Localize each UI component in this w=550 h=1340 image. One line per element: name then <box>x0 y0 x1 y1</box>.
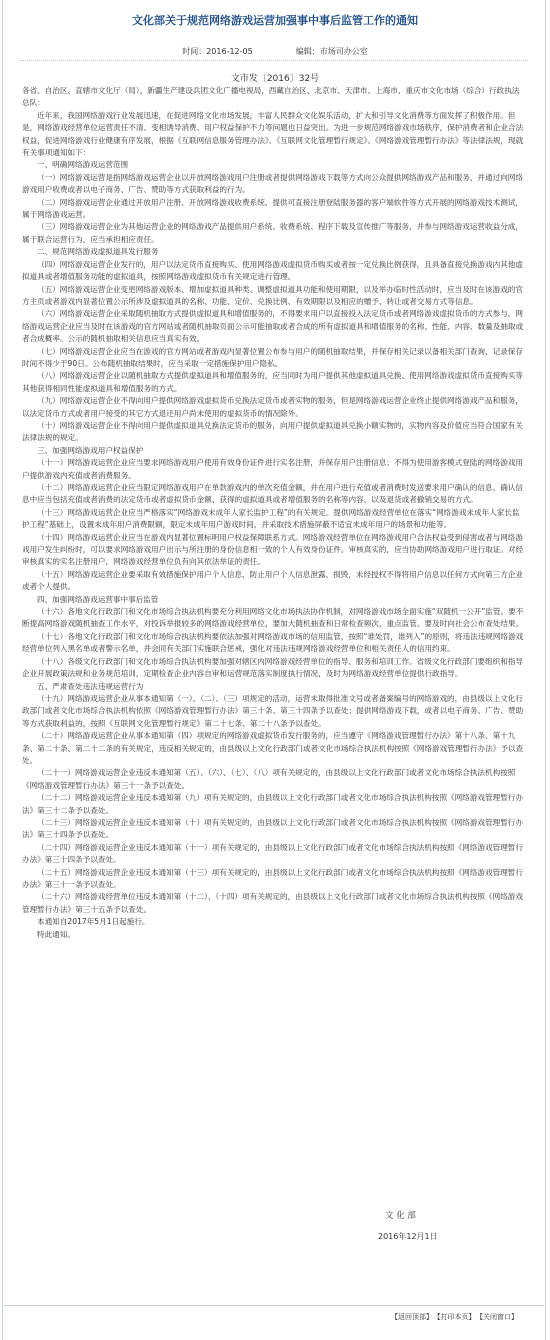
paragraph: （七）网络游戏运营企业应当在游戏的官方网站或者游戏内显著位置公布参与用户的随机抽取结果，并保存相关记录以备相关部门查询，记录保存时间不得少于90日。公布随机抽取结果时，应当采取一定措施保护用户隐私。 <box>22 346 523 368</box>
paragraph: 近年来，我国网络游戏行业发展迅速，在促进网络文化市场发展，丰富人民群众文化娱乐活动，扩大和引导文化消费等方面发挥了积极作用。但是，网络游戏经营单位运营责任不清、变相诱导消费、用户权益保护不力等问题也日益突出。为进一步规范网络游戏市场秩序，保护消费者和企业合法权益，促进网络游戏行业健康有序发展，根据《互联网信息服务管理办法》、《互联网文化管理暂行规定》、《网络游戏管理暂行办法》等法律法规，现就有关事项通知如下： <box>22 110 524 158</box>
document-number: 文市发〔2016〕32号 <box>230 74 320 84</box>
print-page-link[interactable]: 【打印本页】 <box>437 1313 476 1321</box>
paragraph: （二十六）网络游戏经营单位违反本通知第（十二）、（十四）项有关规定的，由县级以上文化行政部门或者文化市场综合执法机构按照《网络游戏管理暂行办法》第三十五条予以查处。 <box>22 892 523 914</box>
paragraph: （十三）网络游戏运营企业应当严格落实“网络游戏未成年人家长监护工程”的有关规定。提供网络游戏经营单位在落实“网络游戏未成年人家长监护工程”基础上，设置未成年用户消费限额，限定未成年用户游戏时间，并采取技术措施屏蔽不适宜未成年用户的场景和功能等。 <box>22 507 520 530</box>
paragraph: （十二）网络游戏运营企业应当限定网络游戏用户在单款游戏内的单次充值金额，并在用户进行充值或者消费时发送要求用户确认的信息。确认信息中应当包括充值或者消费的法定货币或者虚拟货币金额、获得的虚拟道具或者增值服务的名称等内容，以及退货或者撤销交易的方式。 <box>22 483 523 505</box>
meta-divider <box>20 60 528 61</box>
paragraph: 五、严肃查处违法违规运营行为 <box>37 681 144 691</box>
footer-actions <box>387 1312 518 1322</box>
paragraph: （十八）各级文化行政部门和文化市场综合执法机构要加强对辖区内网络游戏经营单位的指导、服务和培训工作。省级文化行政部门要组织和指导企业开展政策法规和业务规范培训，定期检查企业内容自审和运营规范落实制度执行情况，及时为网络游戏经营单位提供行政指导。 <box>22 656 523 679</box>
back-to-top-link[interactable]: 【返回顶部】 <box>391 1313 433 1321</box>
paragraph: （二十一）网络游戏运营企业违反本通知第（五）、（六）、（七）、（八）项有关规定的，由县级以上文化行政部门或者文化市场综合执法机构按照《网络游戏管理暂行办法》第三十一条予以查处。 <box>22 768 516 790</box>
paragraph: 一、明确网络游戏运营范围 <box>37 160 129 170</box>
paragraph: 本通知自2017年5月1日起施行。 <box>37 917 150 927</box>
signature: 文 化 部 <box>385 1211 416 1221</box>
paragraph: （十）网络游戏运营企业不得向用户提供虚拟道具兑换法定货币的服务，向用户提供虚拟道具兑换小额实物的，实物内容及价值应当符合国家有关法律法规的规定。 <box>22 420 523 443</box>
paragraph: 各省、自治区、直辖市文化厅（局），新疆生产建设兵团文化广播电视局，西藏自治区、北京市、天津市、上海市、重庆市文化市场（综合）行政执法总队： <box>22 86 520 108</box>
paragraph: （十一）网络游戏运营企业应当要求网络游戏用户使用有效身份证件进行实名注册，并保存用户注册信息；不得为使用游客模式登陆的网络游戏用户提供游戏内充值或者消费服务。 <box>22 458 523 480</box>
sign-date: 2016年12月1日 <box>378 1232 438 1241</box>
paragraph: （二十三）网络游戏运营企业违反本通知第（十）项有关规定的，由县级以上文化行政部门或者文化市场综合执法机构按照《网络游戏管理暂行办法》第三十四条予以查处。 <box>22 817 523 840</box>
paragraph: （十六）各地文化行政部门和文化市场综合执法机构要充分利用网络文化市场执法协作机制，对网络游戏市场全面实施“双随机一公开”监管。要不断提高网络游戏随机抽查工作水平，对投诉举报较多的网络游戏经营单位，要加大随机抽查和日常检查频次，重点监管。要及时向社会公布查处结果。 <box>22 607 524 629</box>
paragraph: （十九）网络游戏运营企业从事本通知第（一）、（二）、（三）项规定的活动，运营未取得批准文号或者备案编号的网络游戏的，由县级以上文化行政部门或者文化市场综合执法机构依照《网络游戏管理暂行办法》第三十条、第三十四条予以查处；提供网络游戏下载，或者以电子商务、广告、赞助等方式获取利益的，按照《互联网文化管理暂行规定》第二十七条、第二十八条予以查处。 <box>22 693 524 728</box>
paragraph: 四、加强网络游戏运营事中事后监管 <box>37 594 159 604</box>
paragraph: （二十二）网络游戏运营企业违反本通知第（九）项有关规定的，由县级以上文化行政部门或者文化市场综合执法机构按照《网络游戏管理暂行办法》第三十二条予以查处。 <box>22 793 523 815</box>
article-meta <box>0 46 550 57</box>
footer-divider <box>4 1305 544 1306</box>
paragraph: （二）网络游戏运营企业通过开放用户注册、开放网络游戏收费系统、提供可直接注册登陆服务器的客户端软件等方式开展的网络游戏技术测试，属于网络游戏运营。 <box>22 197 523 220</box>
paragraph: （六）网络游戏运营企业采取随机抽取方式提供虚拟道具和增值服务的，不得要求用户以直接投入法定货币或者网络游戏虚拟货币的方式参与。网络游戏运营企业应当及时在该游戏的官方网站或者随机抽取页面公示可能抽取或者合成的所有虚拟道具和增值服务的名称、性能、内容、数量及抽取或者合成概率。公示的随机抽取相关信息应当真实有效。 <box>22 309 524 344</box>
paragraph: （九）网络游戏运营企业不得向用户提供网络游戏虚拟货币兑换法定货币或者实物的服务，但是网络游戏运营企业终止提供网络游戏产品和服务，以法定货币方式或者用户接受的其它方式退还用户尚未使用的虚拟货币的情况除外。 <box>22 396 523 418</box>
paragraph: （十七）各地文化行政部门和文化市场综合执法机构要依法加强对网络游戏市场的信用监管，按照“谁处罚，谁列入”的原则，将违法违规网络游戏经营单位列入黑名单或者警示名单，并会同有关部门实施联合惩戒，强化对违法违规网络游戏经营单位和相关责任人的信用约束。 <box>22 631 524 654</box>
close-window-link[interactable]: 【关闭窗口】 <box>479 1313 518 1321</box>
editor-value: 市场司办公室 <box>319 47 368 56</box>
editor-label: 编辑： <box>295 47 320 56</box>
time-label: 时间： <box>182 47 207 56</box>
time-value: 2016-12-05 <box>206 47 253 56</box>
paragraph: （八）网络游戏运营企业以随机抽取方式提供虚拟道具和增值服务的，应当同时为用户提供其他虚拟道具兑换、使用网络游戏虚拟货币直接购买等其他获得相同性能虚拟道具和增值服务的方式。 <box>22 371 523 393</box>
paragraph: （十五）网络游戏运营企业要采取有效措施保护用户个人信息，防止用户个人信息泄露、损毁，未经授权不得将用户信息以任何方式向第三方企业或者个人提供。 <box>22 569 523 592</box>
paragraph: （五）网络游戏运营企业变更网络游戏版本、增加虚拟道具种类、调整虚拟道具功能和使用期限，以及举办临时性活动时，应当及时在该游戏的官方主页或者游戏内显著位置公示所涉及虚拟道具的名称、功能、定价、兑换比例、有效期限以及相应的赠予、转让或者交易方式等信息。 <box>22 284 523 306</box>
paragraph: （二十）网络游戏运营企业从事本通知第（四）项规定的网络游戏虚拟货币发行服务的，应当遵守《网络游戏管理暂行办法》第十八条、第十九条、第二十条、第二十二条的有关规定，违反相关规定的，由县级以上文化行政部门或者文化市场综合执法机构按照《网络游戏管理暂行办法》予以查处。 <box>22 731 524 765</box>
paragraph: （二十五）网络游戏运营企业违反本通知第（十三）项有关规定的，由县级以上文化行政部门或者文化市场综合执法机构按照《网络游戏管理暂行办法》第三十一条予以查处。 <box>22 867 523 889</box>
paragraph: 特此通知。 <box>37 929 75 939</box>
article-body <box>22 85 526 941</box>
paragraph: 二、规范网络游戏虚拟道具发行服务 <box>37 247 159 257</box>
paragraph: （三）网络游戏运营企业为其他运营企业的网络游戏产品提供用户系统、收费系统、程序下载及宣传推广等服务，并参与网络游戏运营收益分成，属于联合运营行为，应当承担相应责任。 <box>22 222 523 244</box>
paragraph: 三、加强网络游戏用户权益保护 <box>37 445 144 455</box>
page-title: 文化部关于规范网络游戏运营加强事中事后监管工作的通知 <box>132 14 418 27</box>
paragraph: （二十四）网络游戏运营企业违反本通知第（十一）项有关规定的，由县级以上文化行政部门或者文化市场综合执法机构按照《网络游戏管理暂行办法》第三十四条予以查处。 <box>22 842 523 865</box>
paragraph: （一）网络游戏运营是指网络游戏运营企业以开放网络游戏用户注册或者提供网络游戏下载等方式向公众提供网络游戏产品和服务，并通过向网络游戏用户收费或者以电子商务、广告、赞助等方式获取利益的行为。 <box>22 172 523 195</box>
paragraph: （十四）网络游戏运营企业应当在游戏内显著位置标明用户权益保障联系方式。网络游戏经营单位在网络游戏用户合法权益受到侵害或者与网络游戏用户发生纠纷时，可以要求网络游戏用户出示与所注册的身份信息相一致的个人有效身份证件。审核真实的，应当协助网络游戏用户进行取证。对经审核真实的实名注册用户，网络游戏经营单位负有向其依法举证的责任。 <box>22 532 524 567</box>
paragraph: （四）网络游戏运营企业发行的，用户以法定货币直接购买、使用网络游戏虚拟货币购买或者按一定兑换比例获得，且具备直接兑换游戏内其他虚拟道具或者增值服务功能的虚拟道具，按照网络游戏虚拟货币有关规定进行管理。 <box>22 259 523 282</box>
